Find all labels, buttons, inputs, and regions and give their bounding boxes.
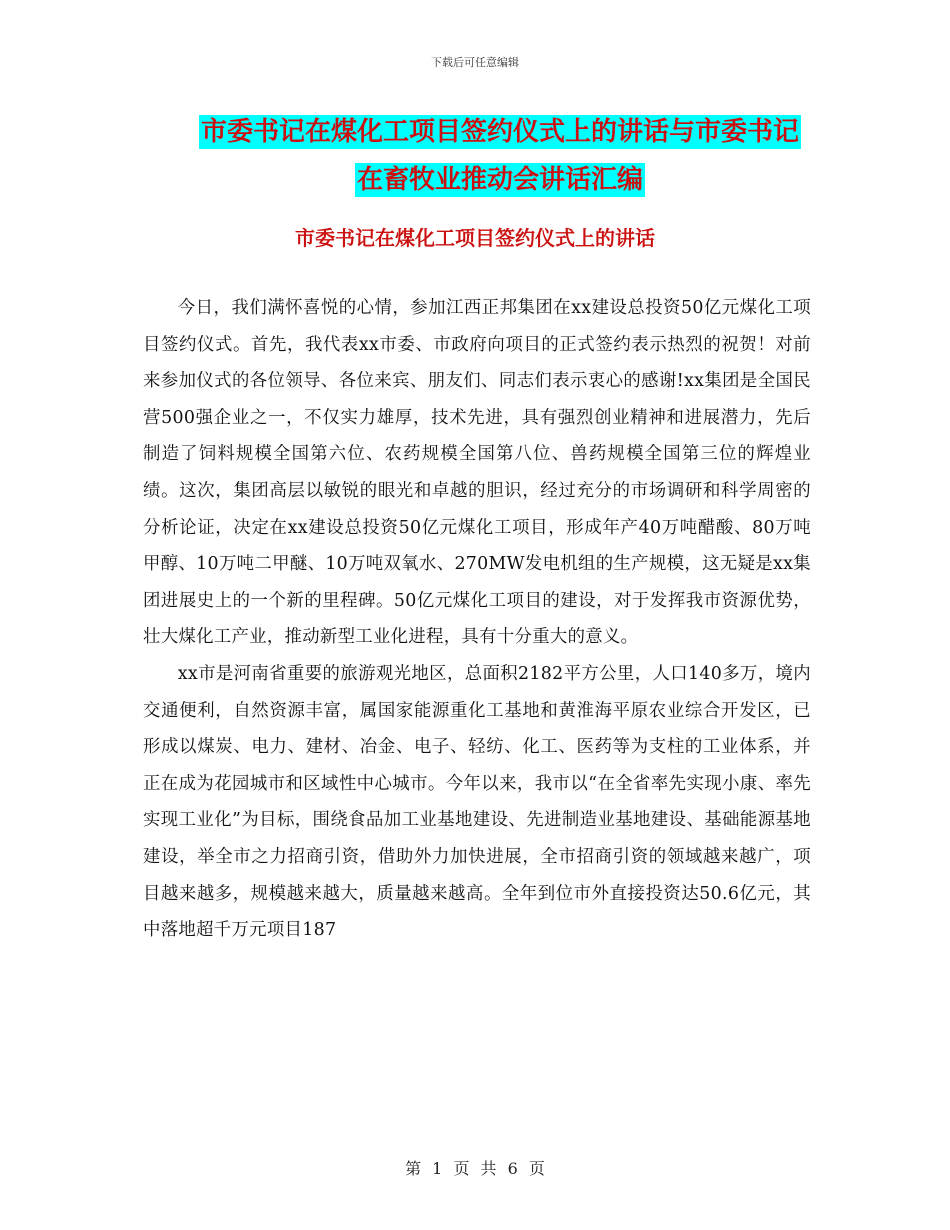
document-title-line-2: 在畜牧业推动会讲话汇编	[356, 165, 643, 195]
page-header: 下载后可任意编辑	[431, 56, 519, 69]
document-title	[120, 108, 880, 204]
page-footer: 第 1 页 共 6 页	[405, 1159, 545, 1178]
paragraph-2: xx市是河南省重要的旅游观光地区，总面积2182平方公里，人口140多万，境内交通便利，自然资源丰富，属国家能源重化工基地和黄淮海平原农业综合开发区，已形成以煤炭、电力、建材、冶金、电子、轻纺、化工、医药等为支柱的工业体系，并正在成为花园城市和区域性中心城市。今年以来，我市以“在全省率先实现小康、率先实现工业化”为目标，围绕食品加工业基地建设、先进制造业基地建设、基础能源基地建设，举全市之力招商引资，借助外力加快进展，全市招商引资的领域越来越广，项目越来越多，规模越来越大，质量越来越高。全年到位市外直接投资达50.6亿元，其中落地超千万元项目187	[143, 663, 811, 941]
paragraph-1: 今日，我们满怀喜悦的心情，参加江西正邦集团在xx建设总投资50亿元煤化工项目签约仪式。首先，我代表xx市委、市政府向项目的正式签约表示热烈的祝贺！对前来参加仪式的各位领导、各位来宾、朋友们、同志们表示衷心的感谢!xx集团是全国民营500强企业之一，不仅实力雄厚，技术先进，具有强烈创业精神和进展潜力，先后制造了饲料规模全国第六位、农药规模全国第八位、兽药规模全国第三位的辉煌业绩。这次，集团高层以敏锐的眼光和卓越的胆识，经过充分的市场调研和科学周密的分析论证，决定在xx建设总投资50亿元煤化工项目，形成年产40万吨醋酸、80万吨甲醇、10万吨二甲醚、10万吨双氧水、270MW发电机组的生产规模，这无疑是xx集团进展史上的一个新的里程碑。50亿元煤化工项目的建设，对于发挥我市资源优势，壮大煤化工产业，推动新型工业化进程，具有十分重大的意义。	[143, 298, 811, 648]
document-title-line-1: 市委书记在煤化工项目签约仪式上的讲话与市委书记	[200, 117, 799, 147]
section-title: 市委书记在煤化工项目签约仪式上的讲话	[295, 226, 655, 250]
body-text	[143, 290, 811, 949]
